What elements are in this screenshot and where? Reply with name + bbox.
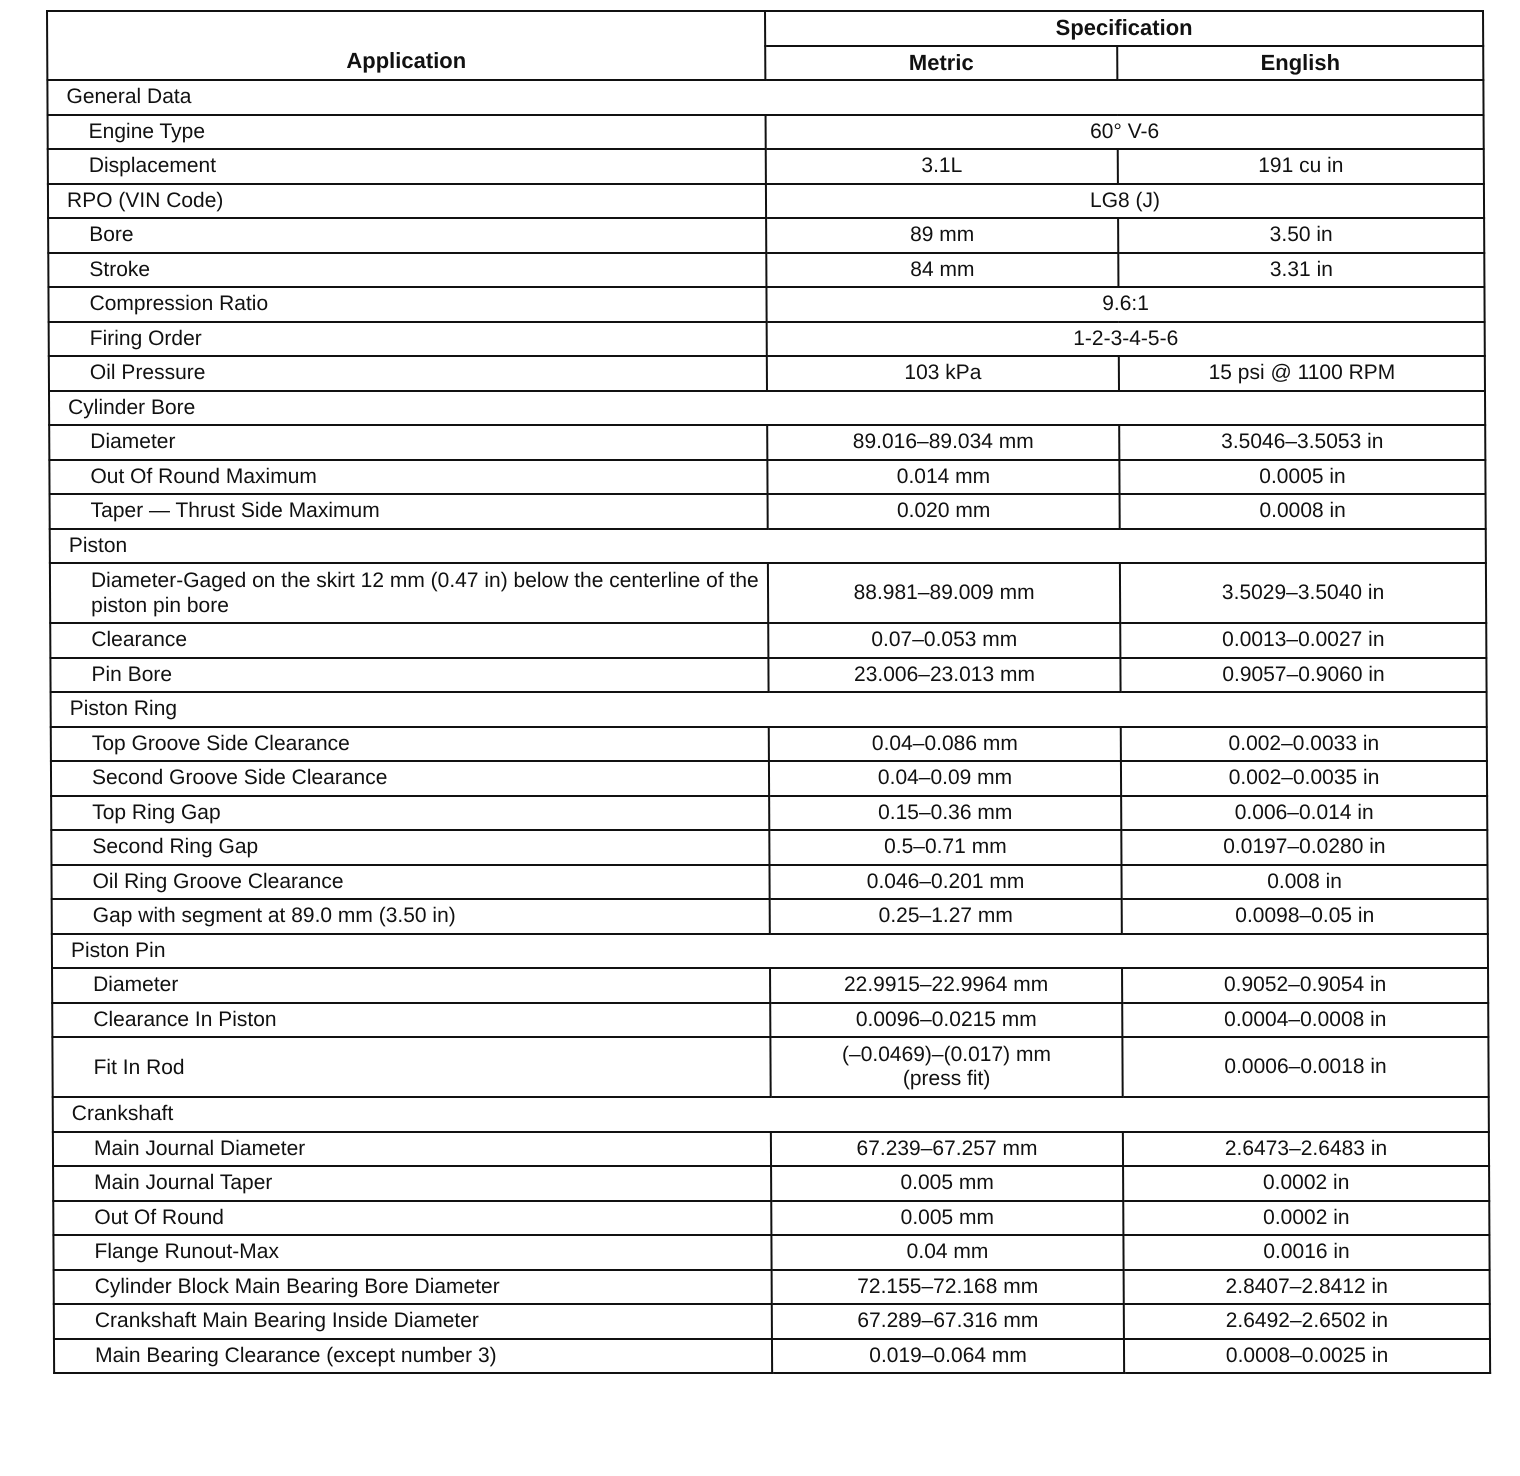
table-row <box>49 322 1485 357</box>
table-row <box>54 1304 1490 1339</box>
spec-value-combined: 9.6:1 <box>766 287 1484 322</box>
metric-value: 103 kPa <box>767 356 1119 391</box>
english-value: 191 cu in <box>1118 149 1484 184</box>
table-row <box>48 287 1484 322</box>
application-cell: Out Of Round <box>53 1201 771 1236</box>
application-cell: Out Of Round Maximum <box>49 460 767 495</box>
table-row <box>53 1132 1489 1167</box>
section-row <box>48 184 1484 219</box>
table-body <box>47 80 1490 1373</box>
section-title: Crankshaft <box>53 1097 1489 1132</box>
english-value: 3.31 in <box>1118 253 1484 288</box>
english-value: 2.6473–2.6483 in <box>1123 1132 1489 1167</box>
application-cell: Top Ring Gap <box>51 796 769 831</box>
application-cell: Taper — Thrust Side Maximum <box>50 494 768 529</box>
metric-value: 0.020 mm <box>768 494 1120 529</box>
metric-value: 72.155–72.168 mm <box>772 1270 1124 1305</box>
metric-header: Metric <box>765 46 1117 81</box>
section-row <box>47 80 1483 115</box>
application-cell: Engine Type <box>48 115 766 150</box>
table-row <box>51 830 1487 865</box>
section-row <box>50 529 1486 564</box>
application-cell: Main Journal Taper <box>53 1166 771 1201</box>
application-cell: Clearance In Piston <box>52 1003 770 1038</box>
metric-value: 89.016–89.034 mm <box>767 425 1119 460</box>
application-cell: Compression Ratio <box>48 287 766 322</box>
table-row <box>48 253 1484 288</box>
table-row <box>53 1201 1489 1236</box>
application-header: Application <box>47 11 765 80</box>
metric-value: 0.019–0.064 mm <box>772 1339 1124 1374</box>
english-value: 0.9057–0.9060 in <box>1120 658 1486 693</box>
application-cell: Diameter-Gaged on the skirt 12 mm (0.47 in) below the centerline of the piston pin bore <box>50 563 768 623</box>
english-value: 0.0005 in <box>1119 460 1485 495</box>
metric-value: 88.981–89.009 mm <box>768 563 1120 623</box>
metric-value: 22.9915–22.9964 mm <box>770 968 1122 1003</box>
table-row <box>52 1003 1488 1038</box>
english-value: 0.0008–0.0025 in <box>1124 1339 1490 1374</box>
application-cell: Oil Ring Groove Clearance <box>51 865 769 900</box>
spec-value-combined: 1-2-3-4-5-6 <box>767 322 1485 357</box>
section-title: Piston <box>50 529 1486 564</box>
section-row <box>49 391 1485 426</box>
application-cell: Stroke <box>48 253 766 288</box>
section-row <box>51 692 1487 727</box>
table-row <box>48 218 1484 253</box>
application-cell: Diameter <box>49 425 767 460</box>
metric-value: 0.014 mm <box>767 460 1119 495</box>
table-row <box>51 727 1487 762</box>
english-value: 0.0004–0.0008 in <box>1122 1003 1488 1038</box>
application-cell: Top Groove Side Clearance <box>51 727 769 762</box>
metric-value: 84 mm <box>766 253 1118 288</box>
table-row <box>50 623 1486 658</box>
application-cell: Diameter <box>52 968 770 1003</box>
spec-value-combined: LG8 (J) <box>766 184 1484 219</box>
table-row <box>50 563 1486 623</box>
table-row <box>51 796 1487 831</box>
application-cell: Displacement <box>48 149 766 184</box>
metric-value: 0.07–0.053 mm <box>768 623 1120 658</box>
english-value: 0.0013–0.0027 in <box>1120 623 1486 658</box>
metric-value: 0.046–0.201 mm <box>769 865 1121 900</box>
metric-value: 3.1L <box>766 149 1118 184</box>
engine-specification-table <box>46 10 1491 1374</box>
english-value: 3.5029–3.5040 in <box>1120 563 1486 623</box>
application-cell: Second Ring Gap <box>51 830 769 865</box>
application-cell: Bore <box>48 218 766 253</box>
application-cell: Main Bearing Clearance (except number 3) <box>54 1339 772 1374</box>
english-value: 2.8407–2.8412 in <box>1124 1270 1490 1305</box>
metric-value: 0.5–0.71 mm <box>769 830 1121 865</box>
english-value: 0.0008 in <box>1120 494 1486 529</box>
table-row <box>54 1270 1490 1305</box>
section-title: General Data <box>47 80 1483 115</box>
section-title: Piston Pin <box>52 934 1488 969</box>
application-cell: Cylinder Block Main Bearing Bore Diameter <box>54 1270 772 1305</box>
english-value: 0.008 in <box>1121 865 1487 900</box>
application-cell: Gap with segment at 89.0 mm (3.50 in) <box>52 899 770 934</box>
spec-value-combined: 60° V-6 <box>766 115 1484 150</box>
table-row <box>51 761 1487 796</box>
english-value: 3.5046–3.5053 in <box>1119 425 1485 460</box>
metric-value: (–0.0469)–(0.017) mm (press fit) <box>770 1037 1122 1097</box>
english-value: 0.0002 in <box>1123 1166 1489 1201</box>
metric-value: 67.289–67.316 mm <box>772 1304 1124 1339</box>
table-row <box>53 1166 1489 1201</box>
metric-value: 89 mm <box>766 218 1118 253</box>
specification-header: Specification <box>765 11 1483 46</box>
metric-value: 0.04–0.086 mm <box>769 727 1121 762</box>
english-value: 0.9052–0.9054 in <box>1122 968 1488 1003</box>
table-row <box>52 1037 1488 1097</box>
table-row <box>48 115 1484 150</box>
metric-value: 0.04–0.09 mm <box>769 761 1121 796</box>
metric-value: 0.005 mm <box>771 1166 1123 1201</box>
metric-value: 0.0096–0.0215 mm <box>770 1003 1122 1038</box>
application-cell: Second Groove Side Clearance <box>51 761 769 796</box>
table-row <box>52 968 1488 1003</box>
english-value: 0.0016 in <box>1123 1235 1489 1270</box>
application-cell: Flange Runout-Max <box>53 1235 771 1270</box>
english-value: 0.0098–0.05 in <box>1122 899 1488 934</box>
section-row <box>53 1097 1489 1132</box>
metric-value: 23.006–23.013 mm <box>768 658 1120 693</box>
english-value: 0.002–0.0035 in <box>1121 761 1487 796</box>
table-header <box>47 11 1483 80</box>
english-value: 0.006–0.014 in <box>1121 796 1487 831</box>
table-row <box>53 1235 1489 1270</box>
metric-value: 0.25–1.27 mm <box>770 899 1122 934</box>
metric-value: 0.15–0.36 mm <box>769 796 1121 831</box>
english-value: 0.0006–0.0018 in <box>1122 1037 1488 1097</box>
table-row <box>50 658 1486 693</box>
english-value: 2.6492–2.6502 in <box>1124 1304 1490 1339</box>
section-title: RPO (VIN Code) <box>48 184 766 219</box>
table-row <box>49 460 1485 495</box>
application-cell: Firing Order <box>49 322 767 357</box>
table-row <box>51 865 1487 900</box>
table-row <box>48 149 1484 184</box>
application-cell: Pin Bore <box>50 658 768 693</box>
english-value: 0.0002 in <box>1123 1201 1489 1236</box>
application-cell: Fit In Rod <box>52 1037 770 1097</box>
metric-value: 67.239–67.257 mm <box>771 1132 1123 1167</box>
table-row <box>49 425 1485 460</box>
english-value: 15 psi @ 1100 RPM <box>1119 356 1485 391</box>
english-value: 0.002–0.0033 in <box>1121 727 1487 762</box>
table-row <box>52 899 1488 934</box>
table-row <box>50 494 1486 529</box>
application-cell: Crankshaft Main Bearing Inside Diameter <box>54 1304 772 1339</box>
section-title: Cylinder Bore <box>49 391 1485 426</box>
section-row <box>52 934 1488 969</box>
section-title: Piston Ring <box>51 692 1487 727</box>
english-value: 0.0197–0.0280 in <box>1121 830 1487 865</box>
application-cell: Main Journal Diameter <box>53 1132 771 1167</box>
application-cell: Oil Pressure <box>49 356 767 391</box>
table-row <box>54 1339 1490 1374</box>
metric-value: 0.04 mm <box>771 1235 1123 1270</box>
metric-value: 0.005 mm <box>771 1201 1123 1236</box>
application-cell: Clearance <box>50 623 768 658</box>
english-header: English <box>1117 46 1483 81</box>
english-value: 3.50 in <box>1118 218 1484 253</box>
table-row <box>49 356 1485 391</box>
